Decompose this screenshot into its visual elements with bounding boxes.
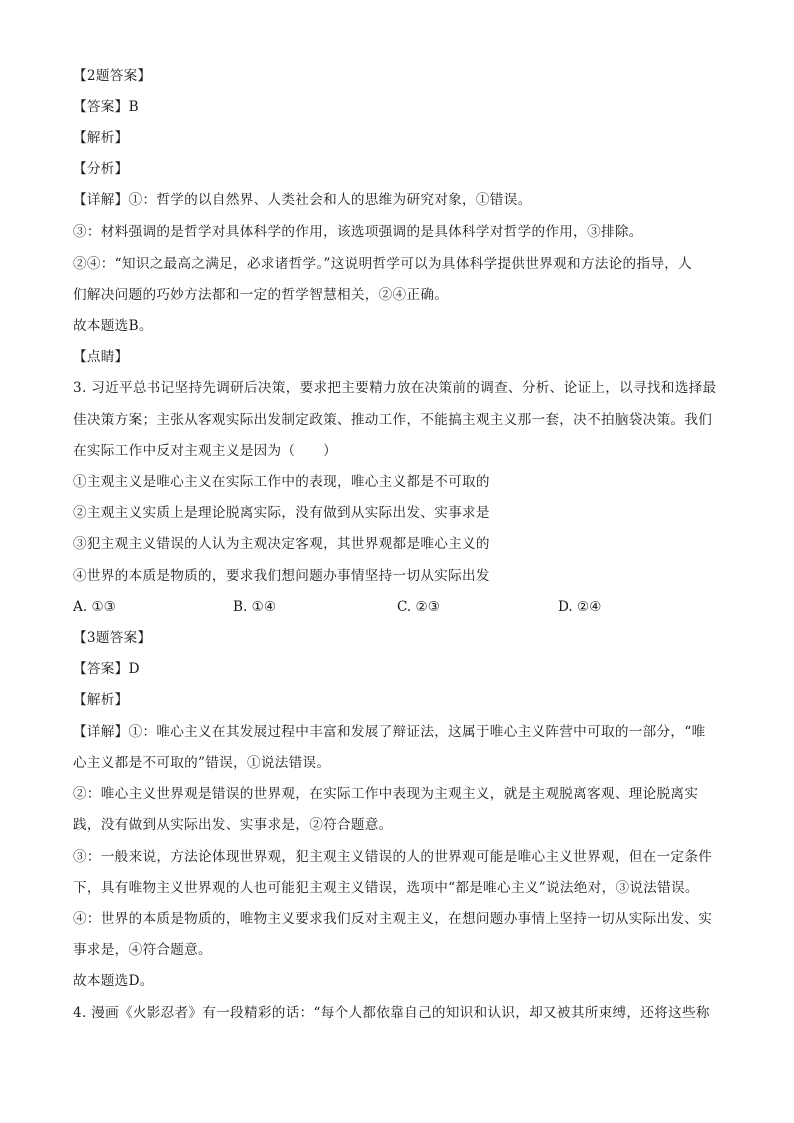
answer-label-q2: 【答案】B [73, 99, 139, 115]
answer-label-q3: 【答案】D [73, 661, 140, 677]
option-c: C. ②③ [397, 599, 440, 615]
detail-line: ③：材料强调的是哲学对具体科学的作用，该选项强调的是具体科学对哲学的作用，③排除。 [73, 224, 643, 240]
conclusion-line: 故本题选B。 [73, 318, 153, 334]
answer-header-q3: 【3题答案】 [73, 630, 152, 646]
detail-line: 心主义都是不可取的”错误，①说法错误。 [73, 755, 331, 771]
statement-3: ③犯主观主义错误的人认为主观决定客观，其世界观都是唯心主义的 [73, 536, 490, 552]
analysis-label-q2: 【解析】 [73, 130, 129, 146]
detail-line: 们解决问题的巧妙方法都和一定的哲学智慧相关，②④正确。 [73, 287, 449, 303]
detail-line: ④：世界的本质是物质的，唯物主义要求我们反对主观主义，在想问题办事情上坚持一切从实际出发、实 [73, 911, 713, 927]
analysis-label-q3: 【解析】 [73, 692, 129, 708]
dianjing-label: 【点睛】 [73, 349, 129, 365]
option-a: A. ①③ [73, 599, 116, 615]
answer-header-q2: 【2题答案】 [73, 68, 152, 84]
detail-line: 【详解】①：唯心主义在其发展过程中丰富和发展了辩证法，这属于唯心主义阵营中可取的一部分，“唯 [73, 724, 706, 740]
detail-line: ③：一般来说，方法论体现世界观，犯主观主义错误的人的世界观可能是唯心主义世界观，但在一定条件 [73, 849, 713, 865]
detail-line: 【详解】①：哲学的以自然界、人类社会和人的思维为研究对象，①错误。 [73, 192, 532, 208]
statement-2: ②主观主义实质上是理论脱离实际，没有做到从实际出发、实事求是 [73, 505, 490, 521]
question-3-stem: 佳决策方案；主张从客观实际出发制定政策、推动工作，不能搞主观主义那一套，决不拍脑袋决策。我们 [73, 412, 713, 428]
option-b: B. ①④ [233, 599, 277, 615]
statement-4: ④世界的本质是物质的，要求我们想问题办事情坚持一切从实际出发 [73, 568, 490, 584]
conclusion-line: 故本题选D。 [73, 973, 154, 989]
detail-line: 践，没有做到从实际出发、实事求是，②符合题意。 [73, 817, 393, 833]
detail-line: ②：唯心主义世界观是错误的世界观，在实际工作中表现为主观主义，就是主观脱离客观、理论脱离实 [73, 786, 699, 802]
detail-line: 事求是，④符合题意。 [73, 942, 212, 958]
detail-line: 下，具有唯物主义世界观的人也可能犯主观主义错误，选项中“都是唯心主义”说法绝对，③说法错误。 [73, 880, 699, 896]
option-d: D. ②④ [558, 599, 602, 615]
fenxi-label-q2: 【分析】 [73, 161, 129, 177]
statement-1: ①主观主义是唯心主义在实际工作中的表现，唯心主义都是不可取的 [73, 474, 490, 490]
detail-line: ②④：“知识之最高之满足，必求诸哲学。”这说明哲学可以为具体科学提供世界观和方法论的指导，人 [73, 256, 693, 272]
question-3-stem: 3. 习近平总书记坚持先调研后决策，要求把主要精力放在决策前的调查、分析、论证上，以寻找和选择最 [73, 380, 717, 396]
question-4-stem: 4. 漫画《火影忍者》有一段精彩的话：“每个人都依靠自己的知识和认识，却又被其所束缚，还将这些称 [73, 1005, 710, 1021]
question-3-stem: 在实际工作中反对主观主义是因为（ ） [73, 443, 337, 459]
